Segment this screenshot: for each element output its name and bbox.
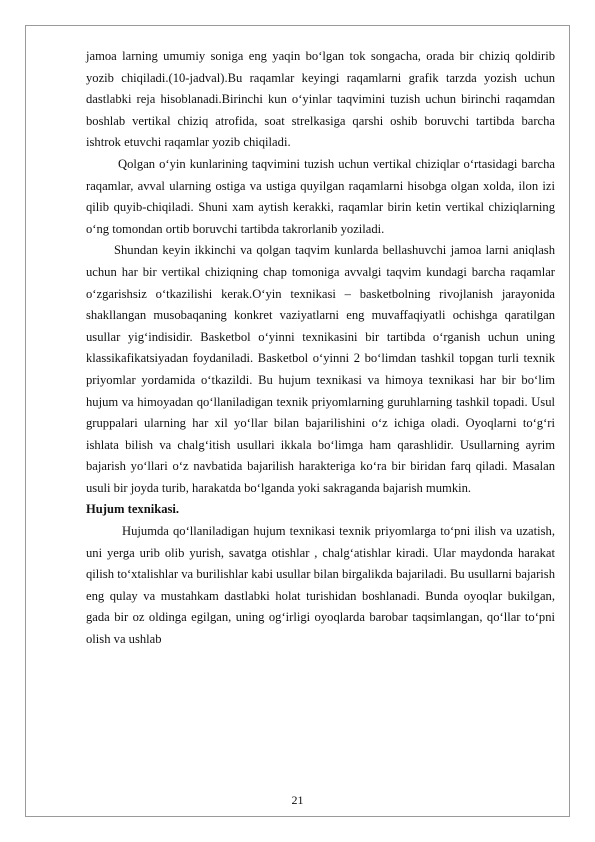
- paragraph-1: jamoa larning umumiy soniga eng yaqin bo‘lgan tok songacha, orada bir chiziq qoldirib yozib chiqiladi.(10-jadval).Bu raqamlar keyingi raqamlarni grafik tarzda yozish uchun dastlabki reja hisoblanadi.Birinchi kun o‘yinlar taqvimini tuzish uchun birinchi raqamdan boshlab vertikal chiziq atrofida, soat strelkasiga qarshi oshib boruvchi tartibda barcha ishtrok etuvchi raqamlar yozib chiqiladi.: [86, 49, 555, 150]
- section-heading: Hujum texnikasi.: [86, 502, 180, 517]
- paragraph-2: Qolgan o‘yin kunlarining taqvimini tuzish uchun vertikal chiziqlar o‘rtasidagi barcha raqamlar, avval ularning ostiga va ustiga quyilgan raqamlarni hisobga olgan xolda, ilon izi qilib quyib-chiqiladi. Shuni xam aytish kerakki, raqamlar birin ketin vertikal chiziqlarning o‘ng tomondan ortib boruvchi tartibda takrorlanib yoziladi.: [86, 156, 555, 236]
- paragraph-4: Hujumda qo‘llaniladigan hujum texnikasi texnik priyomlarga to‘pni ilish va uzatish, uni yerga urib olib yurish, savatga otishlar , chalg‘atishlar kiradi. Ular maydonda harakat qilish to‘xtalishlar va burilishlar kabi usullar bilan birgalikda bajariladi. Bu usullarni bajarish eng qulay va mustahkam dastlabki holat turishidan boshlanadi. Bunda oyoqlar bukilgan, gada bir oz oldinga egilgan, uning og‘irligi oyoqlarda barobar taqsimlangan, qo‘llar to‘pni olish va ushlab: [86, 524, 555, 647]
- paragraph-3: Shundan keyin ikkinchi va qolgan taqvim kunlarda bellashuvchi jamoa larni aniqlash uchun har bir vertikal chiziqning chap tomoniga avvalgi taqvim kundagi barcha raqamlar o‘zgarishsiz o‘tkazilishi kerak.O‘yin texnikasi – basketbolning rivojlanish jarayonida shakllangan musobaqaning konkret vaziyatlarni eng muvaffaqiyatli ochishga qaratilgan usullar yig‘indisidir. Basketbol o‘yinni texnikasini bir tartibda o‘rganish uchun uning klassikafikatsiyadan foydaniladi. Basketbol o‘yinni 2 bo‘limdan tashkil topgan turli texnik priyomlar yordamida o‘tkazildi. Bu hujum texnikasi va himoya texnikasi har bir bo‘lim hujum va himoyadan qo‘llaniladigan texnik priyomlarning guruhlarning tashkil topadi. Usul gruppalari ularning har xil yo‘llar bilan bajarilishini o‘z ichiga oladi. Oyoqlarni to‘g‘ri ishlata bilish va chalg‘itish usullari ikkala bo‘limga ham qarashlidir. Usullarning ayrim bajarish yo‘llari o‘z navbatida bajarilish harakteriga ko‘ra bir biridan farq qiladi. Masalan usuli bir joyda turib, harakatda bo‘lganda yoki sakraganda bajarish mumkin.: [86, 243, 555, 495]
- page-content: [86, 46, 555, 651]
- page-number: 21: [291, 793, 304, 807]
